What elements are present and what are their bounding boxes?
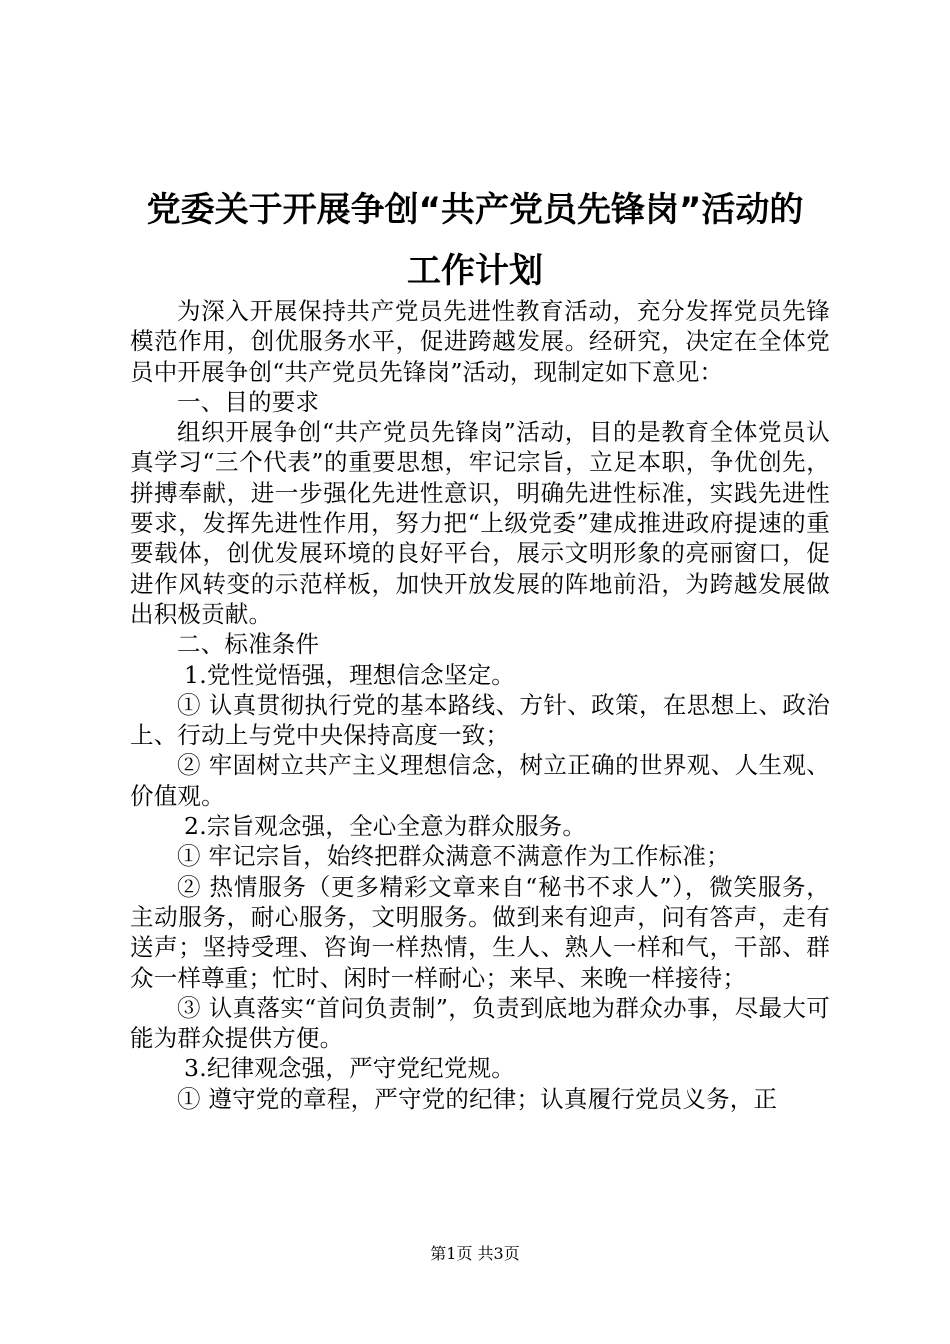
standard-2-heading: 2.宗旨观念强，全心全意为群众服务。 — [184, 812, 587, 841]
standard-2-item-1: ① 牢记宗旨，始终把群众满意不满意作为工作标准； — [177, 842, 730, 871]
intro-paragraph: 为深入开展保持共产党员先进性教育活动，充分发挥党员先锋模范作用，创优服务水平，促进跨越发展。经研究，决定在全体党员中开展争创“共产党员先锋岗”活动，现制定如下意见： — [130, 297, 830, 386]
standard-2-item-2: ② 热情服务（更多精彩文章来自“秘书不求人”），微笑服务，主动服务，耐心服务，文明服务。做到来有迎声，问有答声，走有送声；坚持受理、咨询一样热情，生人、熟人一样和气，干部、群众一样尊重；忙时、闲时一样耐心；来早、来晚一样接待； — [130, 872, 830, 992]
page-footer: 第1页 共3页 — [430, 1244, 520, 1263]
standard-1-heading: 1.党性觉悟强，理想信念坚定。 — [184, 660, 515, 689]
section-heading-objectives: 一、目的要求 — [177, 387, 320, 416]
document-body — [130, 296, 830, 1114]
standard-3-item-1: ① 遵守党的章程，严守党的纪律；认真履行党员义务，正 — [177, 1084, 778, 1113]
standard-3-heading: 3.纪律观念强，严守党纪党规。 — [184, 1054, 515, 1083]
document-title-line-2: 工作计划 — [407, 251, 543, 291]
standard-1-item-2: ② 牢固树立共产主义理想信念，树立正确的世界观、人生观、价值观。 — [130, 751, 830, 810]
objectives-paragraph: 组织开展争创“共产党员先锋岗”活动，目的是教育全体党员认真学习“三个代表”的重要思想，牢记宗旨，立足本职，争优创先，拼搏奉献，进一步强化先进性意识，明确先进性标准，实践先进性要求，发挥先进性作用，努力把“上级党委”建成推进政府提速的重要载体，创优发展环境的良好平台，展示文明形象的亮丽窗口，促进作风转变的示范样板，加快开放发展的阵地前沿，为跨越发展做出积极贡献。 — [130, 418, 830, 628]
section-heading-standards: 二、标准条件 — [177, 630, 320, 659]
standard-1-item-1: ① 认真贯彻执行党的基本路线、方针、政策，在思想上、政治上、行动上与党中央保持高度一致； — [130, 690, 830, 750]
standard-2-item-3: ③ 认真落实“首问负责制”，负责到底地为群众办事，尽最大可能为群众提供方便。 — [130, 993, 830, 1053]
document-title-line-1: 党委关于开展争创“共产党员先锋岗”活动的 — [146, 190, 804, 230]
